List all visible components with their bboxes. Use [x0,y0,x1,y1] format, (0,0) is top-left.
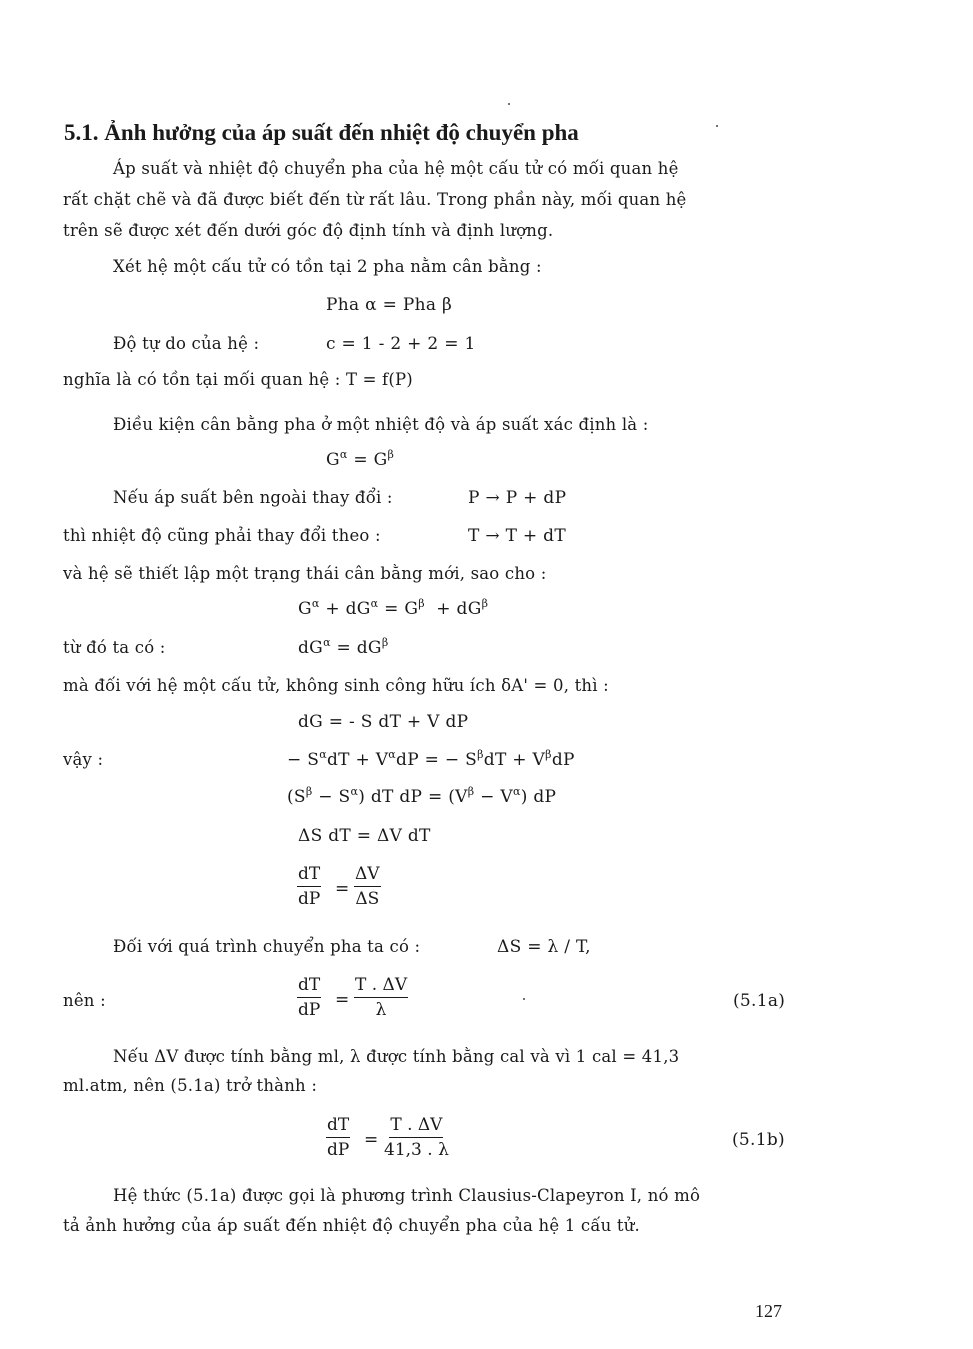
fraction-numerator: T . ΔV [354,977,408,998]
paragraph-line: nghĩa là có tồn tại mối quan hệ : T = f(P) [63,370,413,389]
dof-label: Độ tự do của hệ : [113,334,260,353]
paragraph-line: mà đối với hệ một cấu tử, không sinh công hữu ích δA' = 0, thì : [63,676,609,695]
paragraph-line: Xét hệ một cấu tử có tồn tại 2 pha nằm cân bằng : [113,257,542,276]
equation-new-equilibrium: $G^\alpha + dG^\alpha = G^\beta + dG^\beta$ [298,597,489,619]
then-label: thì nhiệt độ cũng phải thay đổi theo : [63,526,381,545]
paragraph-line: ml.atm, nên (5.1a) trở thành : [63,1076,318,1095]
equation-tag: (5.1b) [732,1130,785,1150]
equation-dg-equal: $dG^\alpha = dG^\beta$ [298,636,389,658]
paragraph-line: Nếu ΔV được tính bằng ml, λ được tính bằng cal và vì 1 cal = 41,3 [113,1047,680,1066]
equals-sign: = [364,1130,379,1150]
fraction-numerator: dT [326,1117,350,1138]
paragraph-line: Áp suất và nhiệt độ chuyển pha của hệ một cấu tử có mối quan hệ [113,159,679,178]
fraction-dt-dp [326,1117,350,1159]
fraction-dt-dp [297,977,321,1019]
fraction-dv-ds [354,866,381,908]
fraction-numerator: ΔV [354,866,381,887]
fraction-denominator: λ [375,1000,387,1020]
fraction-tdv-lambda [354,977,408,1019]
fraction-tdv-41-lambda [384,1117,449,1159]
equation-t-change: T → T + dT [468,526,567,546]
equation-difference: $(S^\beta - S^\alpha)$ dT dP = $(V^\beta - V^\alpha)$ dP [287,785,557,807]
process-label: Đối với quá trình chuyển pha ta có : [113,937,421,956]
equals-sign: = [335,879,350,899]
fraction-denominator: ΔS [355,889,380,909]
equation-dg: dG = - S dT + V dP [298,712,469,732]
equation-tag: (5.1a) [733,991,786,1011]
paragraph-line: Điều kiện cân bằng pha ở một nhiệt độ và áp suất xác định là : [113,415,649,434]
fraction-denominator: dP [297,889,321,909]
section-heading: 5.1. Ảnh hưởng của áp suất đến nhiệt độ chuyển pha [64,120,579,145]
paragraph-line: Hệ thức (5.1a) được gọi là phương trình Clausius-Clapeyron I, nó mô [113,1186,701,1205]
equation-phase: Pha α = Pha β [326,295,453,315]
speck [523,998,525,1000]
speck [508,103,510,105]
paragraph-line: rất chặt chẽ và đã được biết đến từ rất lâu. Trong phần này, mối quan hệ [63,190,687,209]
equation-substitute: − $S^\alpha dT + V^\alpha dP$ = − $S^\beta dT + V^\beta dP$ [287,748,575,770]
fraction-numerator: T . ΔV [389,1117,443,1138]
fraction-denominator: 41,3 . λ [384,1140,449,1160]
equation-dof: c = 1 - 2 + 2 = 1 [326,334,476,354]
fraction-numerator: dT [297,866,321,887]
equation-delta: ΔS dT = ΔV dT [298,826,431,846]
fraction-dt-dp [297,866,321,908]
fraction-numerator: dT [297,977,321,998]
if-label: Nếu áp suất bên ngoài thay đổi : [113,488,393,507]
equation-g-equal: $G^\alpha = G^\beta$ [326,448,395,470]
paragraph-line: tả ảnh hưởng của áp suất đến nhiệt độ chuyển pha của hệ 1 cấu tử. [63,1216,641,1235]
nen-label: nên : [63,991,106,1010]
fraction-denominator: dP [297,1000,321,1020]
equation-lambda: ΔS = λ / T, [497,937,591,957]
vay-label: vậy : [63,750,104,769]
paragraph-line: và hệ sẽ thiết lập một trạng thái cân bằng mới, sao cho : [63,564,547,583]
equals-sign: = [335,990,350,1010]
fraction-denominator: dP [326,1140,350,1160]
equation-p-change: P → P + dP [468,488,567,508]
from-label: từ đó ta có : [63,638,166,657]
speck [716,125,718,127]
page-number: 127 [755,1301,782,1321]
paragraph-line: trên sẽ được xét đến dưới góc độ định tính và định lượng. [63,221,554,240]
